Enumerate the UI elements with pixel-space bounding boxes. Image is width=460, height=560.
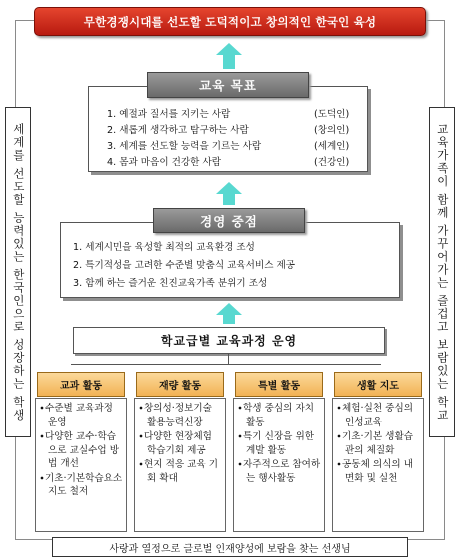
activity-item: ∙기초·기본학습요소 지도 철저 xyxy=(39,472,123,497)
activity-item: ∙다양한 교수·학습으로 교실수업 방법 개선 xyxy=(39,431,119,469)
activity-column-body xyxy=(134,398,226,532)
activity-column-body xyxy=(233,398,325,532)
goal-tag xyxy=(314,138,349,152)
teacher-vision-text: 사랑과 열정으로 글로벌 인재양성에 보람을 찾는 선생님 xyxy=(109,543,351,555)
goal-tag-text: (도덕인) xyxy=(314,109,350,120)
school-vision-text: 교육가족이 함께 가꾸어가는 즐겁고 보람있는 학교 xyxy=(435,122,450,422)
up-arrow xyxy=(216,303,242,325)
curriculum-box xyxy=(73,327,385,354)
activity-column-title: 재량 활동 xyxy=(158,381,202,392)
connector-line xyxy=(71,364,381,365)
management-item-text: 1. 세계시민을 육성할 최적의 교육환경 조성 xyxy=(73,242,255,253)
goal-tag-text: (세계인) xyxy=(314,141,350,152)
goals-heading xyxy=(147,72,309,98)
student-vision-text: 세계를 선도할 능력있는 한국인으로 성장하는 학생 xyxy=(11,122,26,422)
activity-item: ∙현지 적응 교육 기회 확대 xyxy=(138,459,219,484)
goal-item-text: 4. 몸과 마음이 건강한 사람 xyxy=(107,157,222,168)
activity-column-heading xyxy=(37,372,125,397)
goal-tag xyxy=(314,122,349,136)
activity-item: ∙특기 신장을 위한 계발 활동 xyxy=(237,431,314,456)
activity-item: ∙학생 중심의 자치 활동 xyxy=(237,403,314,428)
goal-item xyxy=(107,106,230,120)
activity-column-heading xyxy=(334,372,422,397)
activity-column-title: 교과 활동 xyxy=(59,381,103,392)
activity-column xyxy=(233,372,325,532)
goal-item xyxy=(107,122,249,136)
goal-item xyxy=(107,138,261,152)
goal-tag-text: (창의인) xyxy=(314,125,350,136)
goals-heading-text: 교육 목표 xyxy=(199,78,257,93)
student-vision-box xyxy=(5,107,31,437)
up-arrow xyxy=(216,182,242,206)
activity-item: ∙체험·실천 중심의 인성교육 xyxy=(336,403,413,428)
connector-line xyxy=(228,354,229,364)
goal-item-text: 3. 세계를 선도할 능력을 기르는 사람 xyxy=(107,141,262,152)
management-heading-text: 경영 중점 xyxy=(200,213,258,229)
management-item xyxy=(73,257,295,271)
activity-column-body xyxy=(35,398,127,532)
curriculum-text: 학교급별 교육과정 운영 xyxy=(160,334,298,348)
management-heading xyxy=(153,208,305,233)
activity-column-title: 생활 지도 xyxy=(356,381,400,392)
up-arrow xyxy=(216,43,242,69)
goals-box xyxy=(88,86,368,172)
goal-tag xyxy=(314,154,349,168)
goal-tag xyxy=(314,106,349,120)
activity-item: ∙기초·기본 생활습관의 체질화 xyxy=(336,431,413,456)
activity-column xyxy=(35,372,127,532)
activity-item: ∙다양한 현장체험 학습기회 제공 xyxy=(138,431,212,456)
vision-banner xyxy=(34,7,426,36)
management-item-text: 3. 함께 하는 즐거운 친진교육가족 분위기 조성 xyxy=(73,278,268,289)
goal-item-text: 2. 새롭게 생각하고 탐구하는 사람 xyxy=(107,125,249,136)
goal-item xyxy=(107,154,221,168)
activity-item: ∙수준별 교육과정 운영 xyxy=(39,403,113,428)
management-item xyxy=(73,275,267,289)
school-vision-box xyxy=(429,107,455,437)
activity-column-heading xyxy=(235,372,323,397)
management-item xyxy=(73,239,255,253)
activity-item: ∙공동체 의식의 내면화 및 실천 xyxy=(336,459,413,484)
management-box xyxy=(60,222,400,298)
goal-tag-text: (건강인) xyxy=(314,157,350,168)
teacher-vision-box xyxy=(52,537,408,557)
activity-item: ∙창의성·정보기술 활용능력신장 xyxy=(138,403,212,428)
management-item-text: 2. 특기적성을 고려한 수준별 맞춤식 교육서비스 제공 xyxy=(73,260,296,271)
activity-column-heading xyxy=(136,372,224,397)
goal-item-text: 1. 예절과 질서를 지키는 사람 xyxy=(107,109,231,120)
activity-column-title: 특별 활동 xyxy=(257,381,301,392)
activity-column xyxy=(332,372,424,532)
activity-column-body xyxy=(332,398,424,532)
activity-item: ∙자주적으로 참여하는 행사활동 xyxy=(237,459,321,484)
activity-column xyxy=(134,372,226,532)
vision-banner-text: 무한경쟁시대를 선도할 도덕적이고 창의적인 한국인 육성 xyxy=(83,14,377,29)
